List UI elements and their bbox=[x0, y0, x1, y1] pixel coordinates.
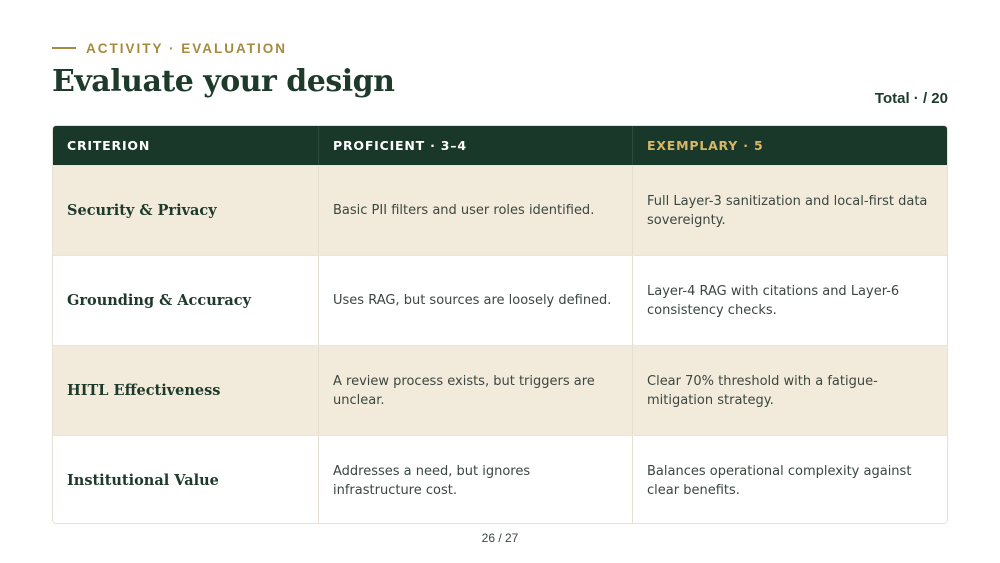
criterion-cell bbox=[53, 436, 319, 524]
proficient-text: Addresses a need, but ignores infrastructure cost. bbox=[333, 463, 531, 498]
proficient-cell bbox=[319, 436, 633, 524]
criterion-cell bbox=[53, 346, 319, 435]
header-cell-criterion bbox=[53, 126, 319, 165]
table-row bbox=[53, 255, 947, 345]
header-cell-exemplary bbox=[633, 126, 947, 165]
table-row bbox=[53, 165, 947, 255]
criterion-label: HITL Effectiveness bbox=[67, 382, 221, 399]
proficient-text: A review process exists, but triggers are unclear. bbox=[333, 373, 595, 408]
header-label-criterion: CRITERION bbox=[67, 138, 151, 153]
criterion-cell bbox=[53, 256, 319, 345]
exemplary-text: Clear 70% threshold with a fatigue-mitigation strategy. bbox=[647, 373, 878, 408]
proficient-cell bbox=[319, 256, 633, 345]
rubric-header-row bbox=[53, 126, 947, 165]
table-row bbox=[53, 435, 947, 524]
criterion-label: Security & Privacy bbox=[67, 202, 217, 219]
proficient-cell bbox=[319, 346, 633, 435]
header-label-exemplary: EXEMPLARY · 5 bbox=[647, 138, 764, 153]
header-label-proficient: PROFICIENT · 3–4 bbox=[333, 138, 467, 153]
eyebrow bbox=[52, 40, 287, 56]
proficient-cell bbox=[319, 166, 633, 255]
eyebrow-rule bbox=[52, 47, 76, 49]
criterion-label: Institutional Value bbox=[67, 472, 219, 489]
eyebrow-label: ACTIVITY · EVALUATION bbox=[86, 40, 288, 56]
page-title: Evaluate your design bbox=[52, 64, 395, 99]
exemplary-cell bbox=[633, 256, 947, 345]
criterion-cell bbox=[53, 166, 319, 255]
exemplary-text: Layer-4 RAG with citations and Layer-6 consistency checks. bbox=[647, 283, 900, 318]
page-indicator: 26 / 27 bbox=[481, 531, 519, 545]
proficient-text: Uses RAG, but sources are loosely defined. bbox=[333, 293, 612, 308]
criterion-label: Grounding & Accuracy bbox=[67, 292, 252, 309]
exemplary-cell bbox=[633, 346, 947, 435]
proficient-text: Basic PII filters and user roles identified. bbox=[333, 203, 595, 218]
header-cell-proficient bbox=[319, 126, 633, 165]
total-score: Total · / 20 bbox=[874, 90, 948, 107]
exemplary-text: Balances operational complexity against clear benefits. bbox=[647, 463, 912, 498]
exemplary-text: Full Layer-3 sanitization and local-first data sovereignty. bbox=[647, 193, 928, 228]
rubric-table bbox=[52, 125, 948, 524]
table-row bbox=[53, 345, 947, 435]
exemplary-cell bbox=[633, 436, 947, 524]
exemplary-cell bbox=[633, 166, 947, 255]
